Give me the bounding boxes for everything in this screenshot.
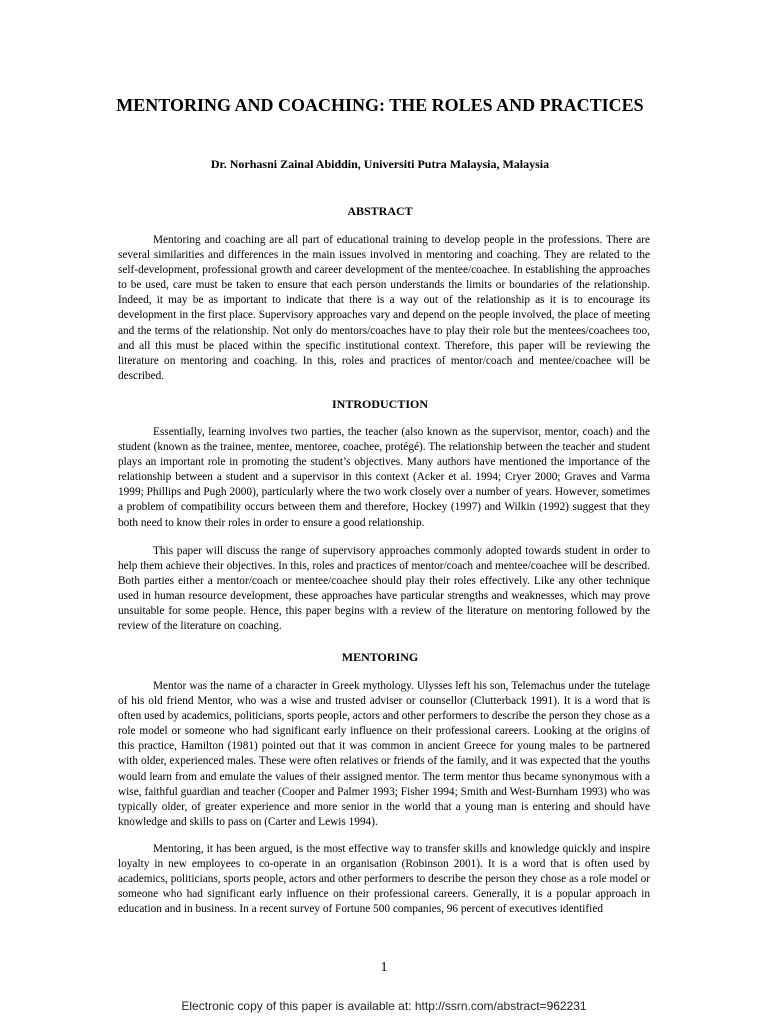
abstract-heading: ABSTRACT — [347, 204, 413, 218]
mentoring-paragraph-1: Mentor was the name of a character in Greek mythology. Ulysses left his son, Telemachus under the tutelage of his old friend Mentor, who was a wise and trusted adviser or counsellor (Clutterback 1991). It is a word that is often used by academics, politicians, sports people, actors and other performers to describe the person they chose as a role model or someone who had significant early influence on their professional careers. Looking at the origins of this practice, Hamilton (1981) pointed out that it was common in ancient Greece for young males to be partnered with older, experienced males. These were often relatives or friends of the family, and it was expected that the youths would learn from and emulate the values of their assigned mentor. The term mentor thus became synonymous with a wise, faithful guardian and teacher (Cooper and Palmer 1993; Fisher 1994; Smith and West-Burnham 1993) who was typically older, of greater experience and more senior in the world that a young man is entering and should have knowledge and skills to pass on (Carter and Lewis 1994). — [118, 680, 650, 828]
mentoring-paragraph-2: Mentoring, it has been argued, is the most effective way to transfer skills and knowledge quickly and inspire loyalty in new employees to co-operate in an organisation (Robinson 2001). It is a word that is often used by academics, politicians, sports people, actors and other performers to describe the person they chose as a role model or someone who had significant early influence on their professional careers. Generally, it is a popular approach in education and in business. In a recent survey of Fortune 500 companies, 96 percent of executives identified — [118, 843, 650, 916]
abstract-paragraph: Mentoring and coaching are all part of educational training to develop people in the professions. There are several similarities and differences in the main issues involved in mentoring and coaching. They are related to the self-development, professional growth and career development of the mentee/coachee. In establishing the approaches to be used, care must be taken to ensure that each person understands the limits or boundaries of the relationship. Indeed, it may be as important to indicate that there is a way out of the relationship as it is to encourage its development in the first place. Supervisory approaches vary and depend on the people involved, the place of meeting and the terms of the relationship. Not only do mentors/coaches have to play their role but the mentees/coachees too, and all this must be placed within the specific institutional context. Therefore, this paper will be reviewing the literature on mentoring and coaching. In this, roles and practices of mentor/coach and mentee/coachee will be described. — [118, 234, 650, 382]
mentoring-heading: MENTORING — [341, 650, 419, 664]
ssrn-footer: Electronic copy of this paper is available at: http://ssrn.com/abstract=962231 — [181, 999, 587, 1013]
introduction-paragraph-2: This paper will discuss the range of supervisory approaches commonly adopted towards student in order to help them achieve their objectives. In this, roles and practices of mentor/coach and mentee/coachee will be described. Both parties either a mentor/coach or mentee/coachee should play their roles effectively. Like any other technique used in human resource development, these approaches have particular strengths and weaknesses, which may prove unsuitable for some people. Hence, this paper begins with a review of the literature on mentoring followed by the review of the literature on coaching. — [118, 545, 650, 633]
introduction-heading: INTRODUCTION — [331, 397, 428, 411]
paper-title: MENTORING AND COACHING: THE ROLES AND PRACTICES — [116, 95, 644, 115]
introduction-paragraph-1: Essentially, learning involves two parties, the teacher (also known as the supervisor, mentor, coach) and the student (known as the trainee, mentee, mentoree, coachee, protégé). The relationship between the teacher and student plays an important role in promoting the student’s objectives. Many authors have mentioned the importance of the relationship between a student and a supervisor in this context (Acker et al. 1994; Cryer 2000; Graves and Varma 1999; Phillips and Pugh 2000), particularly where the two work closely over a number of years. However, sometimes a problem of compatibility occurs between them and therefore, Hockey (1997) and Wilkin (1992) suggest that they both need to know their roles in order to ensure a good relationship. — [118, 426, 650, 529]
author-line: Dr. Norhasni Zainal Abiddin, Universiti Putra Malaysia, Malaysia — [210, 157, 550, 171]
page-number: 1 — [380, 960, 388, 975]
